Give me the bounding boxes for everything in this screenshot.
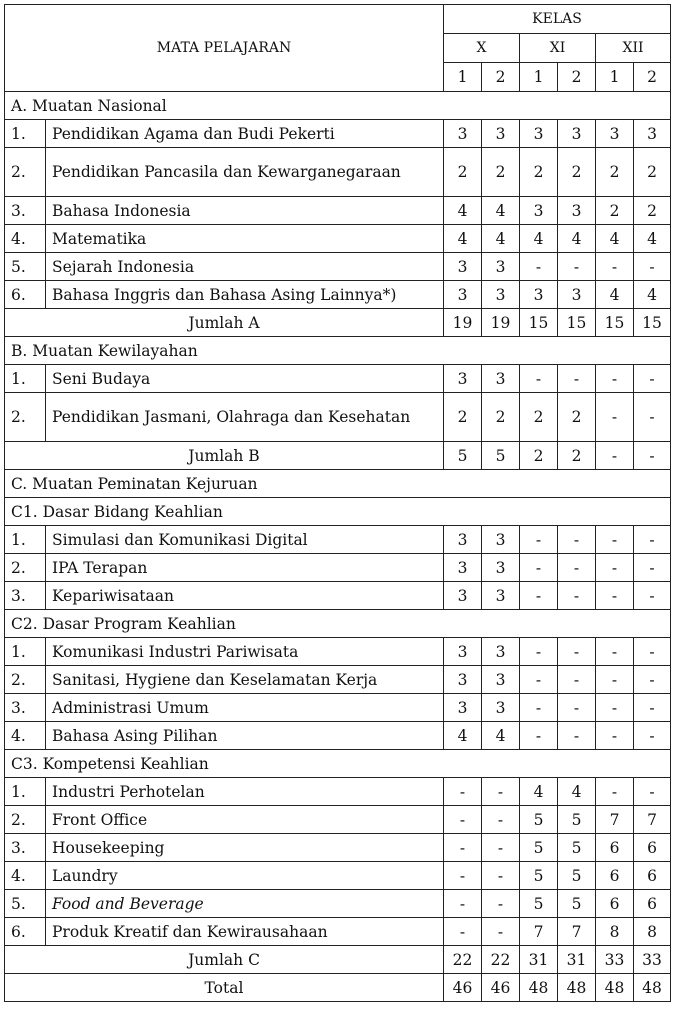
- subject-row: [5, 197, 671, 225]
- hours-cell: 7: [596, 806, 634, 834]
- hours-cell: -: [520, 582, 558, 610]
- hours-cell: -: [596, 393, 634, 442]
- total-row: [5, 946, 671, 974]
- row-number: 3.: [5, 834, 46, 862]
- kelas-header: KELAS: [444, 5, 671, 34]
- hours-cell: 3: [520, 197, 558, 225]
- hours-cell: -: [520, 666, 558, 694]
- hours-cell: 2: [596, 197, 634, 225]
- hours-cell: 4: [482, 722, 520, 750]
- hours-cell: 3: [558, 197, 596, 225]
- hours-cell: -: [596, 554, 634, 582]
- grade-header-x: X: [444, 34, 520, 63]
- hours-cell: 5: [558, 806, 596, 834]
- total-label: Total: [5, 974, 444, 1002]
- hours-cell: -: [634, 526, 671, 554]
- hours-cell: 2: [634, 148, 671, 197]
- section-row: [5, 750, 671, 778]
- total-cell: 22: [444, 946, 482, 974]
- hours-cell: 4: [482, 225, 520, 253]
- hours-cell: 3: [558, 281, 596, 309]
- table-body: [5, 92, 671, 1002]
- subject-name: Produk Kreatif dan Kewirausahaan: [46, 918, 444, 946]
- total-row: [5, 309, 671, 337]
- hours-cell: -: [596, 638, 634, 666]
- subject-row: [5, 834, 671, 862]
- total-cell: 46: [482, 974, 520, 1002]
- hours-cell: 3: [444, 582, 482, 610]
- hours-cell: -: [444, 890, 482, 918]
- hours-cell: 2: [634, 197, 671, 225]
- hours-cell: 3: [482, 253, 520, 281]
- hours-cell: 8: [634, 918, 671, 946]
- total-cell: 2: [558, 442, 596, 470]
- hours-cell: -: [596, 778, 634, 806]
- subject-row: [5, 554, 671, 582]
- section-label: C3. Kompetensi Keahlian: [5, 750, 671, 778]
- hours-cell: 3: [444, 281, 482, 309]
- hours-cell: -: [634, 638, 671, 666]
- hours-cell: 4: [558, 778, 596, 806]
- total-cell: 31: [558, 946, 596, 974]
- total-cell: 2: [520, 442, 558, 470]
- hours-cell: 3: [444, 253, 482, 281]
- total-label: Jumlah C: [5, 946, 444, 974]
- total-cell: 15: [634, 309, 671, 337]
- row-number: 2.: [5, 148, 46, 197]
- hours-cell: -: [520, 526, 558, 554]
- total-label: Jumlah A: [5, 309, 444, 337]
- hours-cell: 5: [520, 890, 558, 918]
- total-cell: 48: [558, 974, 596, 1002]
- subject-row: [5, 148, 671, 197]
- row-number: 2.: [5, 806, 46, 834]
- curriculum-table: [4, 4, 671, 1002]
- hours-cell: -: [634, 554, 671, 582]
- row-number: 3.: [5, 582, 46, 610]
- hours-cell: -: [520, 694, 558, 722]
- hours-cell: -: [558, 253, 596, 281]
- subject-name: Matematika: [46, 225, 444, 253]
- section-row: [5, 92, 671, 120]
- row-number: 6.: [5, 918, 46, 946]
- hours-cell: 3: [444, 638, 482, 666]
- hours-cell: 3: [520, 120, 558, 148]
- hours-cell: 8: [596, 918, 634, 946]
- hours-cell: -: [558, 666, 596, 694]
- hours-cell: -: [520, 554, 558, 582]
- hours-cell: -: [558, 526, 596, 554]
- hours-cell: -: [482, 778, 520, 806]
- total-cell: 19: [482, 309, 520, 337]
- hours-cell: 5: [558, 862, 596, 890]
- total-cell: 15: [520, 309, 558, 337]
- subject-row: [5, 638, 671, 666]
- total-cell: 15: [558, 309, 596, 337]
- section-label: C. Muatan Peminatan Kejuruan: [5, 470, 671, 498]
- hours-cell: -: [634, 253, 671, 281]
- total-row: [5, 974, 671, 1002]
- subject-name: Sejarah Indonesia: [46, 253, 444, 281]
- hours-cell: -: [558, 582, 596, 610]
- hours-cell: 3: [482, 365, 520, 393]
- total-cell: 19: [444, 309, 482, 337]
- hours-cell: 4: [444, 197, 482, 225]
- total-cell: 5: [444, 442, 482, 470]
- total-cell: 15: [596, 309, 634, 337]
- hours-cell: 4: [634, 281, 671, 309]
- hours-cell: 5: [520, 806, 558, 834]
- hours-cell: -: [596, 722, 634, 750]
- hours-cell: 7: [634, 806, 671, 834]
- subject-name: Kepariwisataan: [46, 582, 444, 610]
- hours-cell: 3: [482, 554, 520, 582]
- hours-cell: 4: [520, 225, 558, 253]
- hours-cell: -: [520, 722, 558, 750]
- hours-cell: 2: [520, 393, 558, 442]
- subject-name: Seni Budaya: [46, 365, 444, 393]
- hours-cell: 2: [558, 148, 596, 197]
- subject-column-header: MATA PELAJARAN: [5, 5, 444, 92]
- hours-cell: 3: [482, 638, 520, 666]
- semester-header: 1: [520, 63, 558, 92]
- hours-cell: 6: [634, 834, 671, 862]
- hours-cell: -: [520, 253, 558, 281]
- subject-row: [5, 281, 671, 309]
- hours-cell: -: [482, 806, 520, 834]
- hours-cell: -: [558, 554, 596, 582]
- total-cell: 22: [482, 946, 520, 974]
- row-number: 3.: [5, 197, 46, 225]
- hours-cell: 2: [444, 393, 482, 442]
- hours-cell: 4: [482, 197, 520, 225]
- row-number: 1.: [5, 120, 46, 148]
- section-row: [5, 337, 671, 365]
- hours-cell: 3: [482, 694, 520, 722]
- semester-header: 2: [482, 63, 520, 92]
- semester-header: 2: [634, 63, 671, 92]
- subject-row: [5, 393, 671, 442]
- subject-name: Food and Beverage: [46, 890, 444, 918]
- hours-cell: 2: [520, 148, 558, 197]
- hours-cell: 3: [634, 120, 671, 148]
- hours-cell: 3: [482, 281, 520, 309]
- subject-row: [5, 918, 671, 946]
- row-number: 5.: [5, 890, 46, 918]
- subject-row: [5, 806, 671, 834]
- total-cell: 31: [520, 946, 558, 974]
- subject-name: Bahasa Indonesia: [46, 197, 444, 225]
- hours-cell: -: [596, 582, 634, 610]
- subject-row: [5, 694, 671, 722]
- hours-cell: 2: [596, 148, 634, 197]
- subject-name: Simulasi dan Komunikasi Digital: [46, 526, 444, 554]
- subject-name: IPA Terapan: [46, 554, 444, 582]
- section-label: C1. Dasar Bidang Keahlian: [5, 498, 671, 526]
- row-number: 4.: [5, 862, 46, 890]
- hours-cell: -: [596, 526, 634, 554]
- hours-cell: 4: [634, 225, 671, 253]
- hours-cell: 4: [444, 225, 482, 253]
- hours-cell: -: [558, 365, 596, 393]
- hours-cell: -: [596, 666, 634, 694]
- subject-name: Sanitasi, Hygiene dan Keselamatan Kerja: [46, 666, 444, 694]
- hours-cell: -: [634, 666, 671, 694]
- hours-cell: -: [634, 694, 671, 722]
- total-cell: 33: [596, 946, 634, 974]
- subject-row: [5, 666, 671, 694]
- subject-name: Laundry: [46, 862, 444, 890]
- subject-name: Industri Perhotelan: [46, 778, 444, 806]
- hours-cell: 6: [596, 834, 634, 862]
- hours-cell: -: [444, 918, 482, 946]
- hours-cell: 7: [520, 918, 558, 946]
- hours-cell: 3: [482, 120, 520, 148]
- total-cell: -: [596, 442, 634, 470]
- total-label: Jumlah B: [5, 442, 444, 470]
- subject-name: Administrasi Umum: [46, 694, 444, 722]
- hours-cell: -: [634, 722, 671, 750]
- section-row: [5, 498, 671, 526]
- hours-cell: 2: [558, 393, 596, 442]
- hours-cell: -: [482, 862, 520, 890]
- hours-cell: 6: [596, 862, 634, 890]
- subject-row: [5, 365, 671, 393]
- subject-row: [5, 778, 671, 806]
- hours-cell: 3: [482, 526, 520, 554]
- hours-cell: 6: [634, 890, 671, 918]
- hours-cell: 3: [444, 554, 482, 582]
- row-number: 2.: [5, 554, 46, 582]
- hours-cell: 4: [444, 722, 482, 750]
- total-cell: -: [634, 442, 671, 470]
- grade-header-xii: XII: [596, 34, 671, 63]
- hours-cell: 2: [482, 393, 520, 442]
- subject-row: [5, 526, 671, 554]
- subject-row: [5, 890, 671, 918]
- hours-cell: 6: [634, 862, 671, 890]
- total-row: [5, 442, 671, 470]
- hours-cell: -: [634, 582, 671, 610]
- hours-cell: -: [444, 834, 482, 862]
- row-number: 4.: [5, 225, 46, 253]
- hours-cell: 2: [444, 148, 482, 197]
- semester-header: 2: [558, 63, 596, 92]
- hours-cell: 3: [482, 666, 520, 694]
- subject-name: Komunikasi Industri Pariwisata: [46, 638, 444, 666]
- hours-cell: 3: [444, 694, 482, 722]
- total-cell: 48: [520, 974, 558, 1002]
- hours-cell: -: [520, 638, 558, 666]
- hours-cell: -: [596, 365, 634, 393]
- hours-cell: 3: [444, 666, 482, 694]
- total-cell: 33: [634, 946, 671, 974]
- hours-cell: 6: [596, 890, 634, 918]
- hours-cell: -: [558, 694, 596, 722]
- row-number: 1.: [5, 365, 46, 393]
- subject-name: Pendidikan Agama dan Budi Pekerti: [46, 120, 444, 148]
- row-number: 5.: [5, 253, 46, 281]
- row-number: 4.: [5, 722, 46, 750]
- hours-cell: 3: [444, 526, 482, 554]
- row-number: 1.: [5, 638, 46, 666]
- subject-name: Bahasa Inggris dan Bahasa Asing Lainnya*): [46, 281, 444, 309]
- row-number: 1.: [5, 526, 46, 554]
- grade-header-xi: XI: [520, 34, 596, 63]
- hours-cell: -: [596, 253, 634, 281]
- subject-row: [5, 225, 671, 253]
- section-row: [5, 470, 671, 498]
- subject-name: Pendidikan Jasmani, Olahraga dan Kesehatan: [46, 393, 444, 442]
- total-cell: 5: [482, 442, 520, 470]
- hours-cell: -: [558, 722, 596, 750]
- section-label: A. Muatan Nasional: [5, 92, 671, 120]
- hours-cell: 7: [558, 918, 596, 946]
- hours-cell: 2: [482, 148, 520, 197]
- row-number: 6.: [5, 281, 46, 309]
- hours-cell: 3: [558, 120, 596, 148]
- section-label: B. Muatan Kewilayahan: [5, 337, 671, 365]
- hours-cell: 3: [444, 365, 482, 393]
- total-cell: 48: [596, 974, 634, 1002]
- hours-cell: -: [482, 890, 520, 918]
- hours-cell: -: [482, 918, 520, 946]
- hours-cell: 4: [596, 225, 634, 253]
- row-number: 2.: [5, 393, 46, 442]
- hours-cell: 5: [520, 862, 558, 890]
- hours-cell: 3: [520, 281, 558, 309]
- subject-row: [5, 582, 671, 610]
- subject-row: [5, 862, 671, 890]
- section-row: [5, 610, 671, 638]
- hours-cell: -: [444, 862, 482, 890]
- hours-cell: -: [520, 365, 558, 393]
- hours-cell: -: [634, 365, 671, 393]
- hours-cell: -: [634, 393, 671, 442]
- total-cell: 48: [634, 974, 671, 1002]
- hours-cell: -: [634, 778, 671, 806]
- hours-cell: 3: [596, 120, 634, 148]
- hours-cell: -: [558, 638, 596, 666]
- hours-cell: 5: [520, 834, 558, 862]
- hours-cell: -: [482, 834, 520, 862]
- subject-name: Housekeeping: [46, 834, 444, 862]
- row-number: 3.: [5, 694, 46, 722]
- subject-name: Front Office: [46, 806, 444, 834]
- hours-cell: -: [596, 694, 634, 722]
- semester-header: 1: [444, 63, 482, 92]
- hours-cell: 4: [558, 225, 596, 253]
- hours-cell: 3: [444, 120, 482, 148]
- subject-name: Bahasa Asing Pilihan: [46, 722, 444, 750]
- hours-cell: 4: [520, 778, 558, 806]
- hours-cell: 5: [558, 890, 596, 918]
- hours-cell: -: [444, 806, 482, 834]
- semester-header: 1: [596, 63, 634, 92]
- hours-cell: 3: [482, 582, 520, 610]
- subject-row: [5, 253, 671, 281]
- subject-name: Pendidikan Pancasila dan Kewarganegaraan: [46, 148, 444, 197]
- hours-cell: -: [444, 778, 482, 806]
- table-header: [5, 5, 671, 92]
- row-number: 2.: [5, 666, 46, 694]
- row-number: 1.: [5, 778, 46, 806]
- subject-row: [5, 722, 671, 750]
- subject-row: [5, 120, 671, 148]
- total-cell: 46: [444, 974, 482, 1002]
- hours-cell: 4: [596, 281, 634, 309]
- hours-cell: 5: [558, 834, 596, 862]
- section-label: C2. Dasar Program Keahlian: [5, 610, 671, 638]
